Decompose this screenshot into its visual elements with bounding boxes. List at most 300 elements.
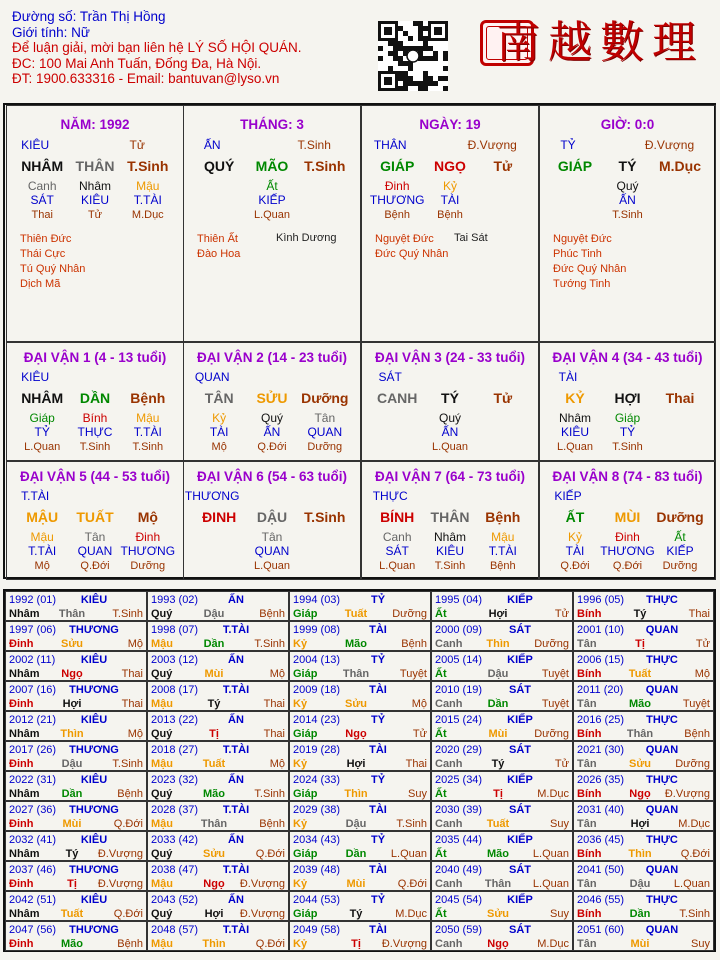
- year-stem: Quý: [151, 908, 173, 920]
- year-stem: Giáp: [293, 728, 318, 740]
- cell-title: ĐẠI VẬN 6 (54 - 63 tuổi): [196, 469, 348, 484]
- dai-van-cell: [361, 461, 539, 580]
- year-cell[interactable]: [147, 681, 289, 711]
- year-label: 2007 (16): [9, 684, 57, 696]
- cell-text: Dưỡng: [301, 390, 349, 406]
- life-stage: Mộ: [269, 758, 285, 770]
- year-label: 1997 (06): [9, 624, 57, 636]
- life-stage: Tử: [695, 638, 710, 650]
- life-stage: Thai: [405, 758, 427, 770]
- year-cell[interactable]: [5, 771, 147, 801]
- cell-text: QUAN: [194, 370, 230, 384]
- year-cell[interactable]: [289, 801, 431, 831]
- year-stem: Mậu: [151, 758, 173, 770]
- year-stem: Nhâm: [9, 788, 40, 800]
- cell-text: Nhâm: [558, 411, 592, 425]
- year-cell[interactable]: [5, 831, 147, 861]
- cell-text: Tử: [87, 209, 103, 221]
- star-list: [197, 232, 240, 262]
- star-item: Đào Hoa: [197, 248, 241, 260]
- year-label: 2044 (53): [293, 894, 341, 906]
- year-cell[interactable]: [431, 921, 573, 951]
- year-branch: Sửu: [486, 908, 510, 920]
- life-stage: Bệnh: [117, 938, 143, 950]
- star-item: Tú Quý Nhân: [20, 263, 86, 275]
- year-label: 2033 (42): [151, 834, 199, 846]
- year-cell[interactable]: [573, 831, 714, 861]
- cell-text: M.Dục: [131, 209, 164, 221]
- year-label: 2039 (48): [293, 864, 341, 876]
- year-cell[interactable]: [431, 891, 573, 921]
- gender: Giới tính: Nữ: [12, 24, 90, 40]
- year-branch: Thân: [484, 878, 512, 890]
- ten-god: TÀI: [369, 804, 387, 816]
- life-stage: Q.Đới: [680, 848, 710, 860]
- star-item: Thiên Đức: [20, 233, 72, 245]
- year-stem: Đinh: [9, 698, 34, 710]
- year-label: 2019 (28): [293, 744, 341, 756]
- cell-text: Ất: [674, 530, 686, 544]
- year-cell[interactable]: [5, 801, 147, 831]
- year-label: 2038 (47): [151, 864, 199, 876]
- year-cell[interactable]: [431, 651, 573, 681]
- address: ĐC: 100 Mai Anh Tuấn, Đống Đa, Hà Nội.: [12, 55, 262, 71]
- star-item: Tướng Tinh: [553, 278, 611, 290]
- year-branch: Thìn: [202, 938, 226, 950]
- year-label: 2014 (23): [293, 714, 341, 726]
- year-cell[interactable]: [573, 711, 714, 741]
- ten-god: T.TÀI: [222, 624, 250, 636]
- cell-text: TỶ: [619, 425, 636, 439]
- year-cell[interactable]: [289, 741, 431, 771]
- year-cell[interactable]: [289, 891, 431, 921]
- cell-text: T.Sinh: [612, 441, 643, 453]
- ten-god: QUAN: [645, 684, 679, 696]
- dai-van-cell: [6, 342, 184, 461]
- cell-text: T.Sinh: [304, 509, 346, 525]
- year-cell[interactable]: [289, 591, 431, 621]
- year-stem: Canh: [435, 758, 463, 770]
- cell-text: Đinh: [615, 530, 640, 544]
- year-branch: Thìn: [628, 848, 652, 860]
- year-cell[interactable]: [573, 801, 714, 831]
- cell-text: TÂN: [204, 390, 234, 406]
- year-label: 1992 (01): [9, 594, 57, 606]
- cell-title: ĐẠI VẬN 8 (74 - 83 tuổi): [552, 469, 703, 484]
- year-cell[interactable]: [431, 771, 573, 801]
- year-cell[interactable]: [5, 711, 147, 741]
- year-cell[interactable]: [431, 861, 573, 891]
- year-cell[interactable]: [5, 621, 147, 651]
- year-branch: Sửu: [202, 848, 226, 860]
- life-stage: Mộ: [411, 698, 427, 710]
- cell-text: Thai: [31, 209, 53, 221]
- life-stage: Thai: [263, 728, 285, 740]
- year-cell[interactable]: [573, 771, 714, 801]
- cell-text: Mậu: [491, 530, 515, 544]
- year-stem: Kỷ: [293, 938, 308, 950]
- year-cell[interactable]: [5, 741, 147, 771]
- cell-text: MÃO: [255, 158, 289, 174]
- year-branch: Ngọ: [345, 728, 367, 740]
- year-label: 2031 (40): [577, 804, 625, 816]
- ten-god: SÁT: [509, 744, 531, 756]
- ten-god: SÁT: [509, 924, 531, 936]
- year-label: 2046 (55): [577, 894, 625, 906]
- year-branch: Hợi: [488, 608, 508, 620]
- year-stem: Nhâm: [9, 848, 40, 860]
- cell-text: Kỷ: [442, 179, 458, 193]
- year-label: 2023 (32): [151, 774, 199, 786]
- life-stage: T.Sinh: [679, 908, 710, 920]
- life-stage: Tử: [554, 608, 569, 620]
- year-cell[interactable]: [573, 741, 714, 771]
- year-cell[interactable]: [147, 711, 289, 741]
- ten-god: QUAN: [645, 804, 679, 816]
- cell-text: TỶ: [34, 425, 50, 439]
- year-stem: Mậu: [151, 638, 173, 650]
- cell-text: TÀI: [558, 370, 578, 384]
- year-stem: Đinh: [9, 638, 34, 650]
- year-cell[interactable]: [289, 711, 431, 741]
- cell-text: Bệnh: [437, 209, 463, 221]
- year-cell[interactable]: [431, 711, 573, 741]
- year-stem: Bính: [577, 908, 602, 920]
- pillar-cell: [183, 105, 361, 342]
- year-cell[interactable]: [289, 771, 431, 801]
- cell-title: GIỜ: 0:0: [600, 117, 655, 132]
- ten-god: SÁT: [509, 804, 531, 816]
- star-list: [375, 232, 448, 262]
- year-label: 2026 (35): [577, 774, 625, 786]
- ten-god: T.TÀI: [222, 924, 250, 936]
- year-branch: Mão: [61, 938, 83, 950]
- star-item: Nguyệt Đức: [375, 233, 434, 245]
- life-stage: Đ.Vượng: [239, 908, 285, 920]
- year-cell[interactable]: [147, 801, 289, 831]
- cell-text: MẬU: [26, 509, 59, 525]
- year-label: 2030 (39): [435, 804, 483, 816]
- cell-text: L.Quan: [556, 441, 594, 453]
- year-branch: Tý: [207, 698, 221, 710]
- year-stem: Nhâm: [9, 668, 40, 680]
- life-stage: Đ.Vượng: [239, 878, 285, 890]
- year-label: 2051 (60): [577, 924, 625, 936]
- year-label: 2042 (51): [9, 894, 57, 906]
- cell-text: Tân: [84, 530, 106, 544]
- ten-god: KIÊU: [80, 834, 108, 846]
- ten-god: TÀI: [369, 864, 387, 876]
- life-stage: Tuyệt: [399, 668, 427, 680]
- year-label: 2005 (14): [435, 654, 483, 666]
- year-cell[interactable]: [147, 861, 289, 891]
- cell-text: TỶ: [560, 138, 576, 152]
- dai-van-cell: [183, 461, 361, 580]
- year-label: 1996 (05): [577, 594, 625, 606]
- year-cell[interactable]: [573, 651, 714, 681]
- cell-text: QUAN: [254, 544, 290, 558]
- year-cell[interactable]: [431, 741, 573, 771]
- ten-god: THỰC: [646, 714, 678, 726]
- year-label: 1995 (04): [435, 594, 483, 606]
- year-stem: Đinh: [9, 818, 34, 830]
- cell-text: Mộ: [34, 560, 50, 572]
- cell-text: Ất: [266, 179, 278, 193]
- year-branch: Hợi: [204, 908, 224, 920]
- year-branch: Ngọ: [61, 668, 83, 680]
- dai-van-cell: [539, 342, 716, 461]
- life-stage: T.Sinh: [112, 758, 143, 770]
- cell-text: SÁT: [30, 193, 54, 207]
- cell-text: QUAN: [307, 425, 343, 439]
- ten-god: KIẾP: [507, 834, 533, 846]
- year-label: 1994 (03): [293, 594, 341, 606]
- cell-text: TÝ: [441, 390, 459, 406]
- dai-van-cell: [361, 342, 539, 461]
- cell-text: Dưỡng: [656, 509, 704, 525]
- cell-text: ẤT: [565, 509, 585, 525]
- year-cell[interactable]: [431, 681, 573, 711]
- life-stage: Suy: [691, 938, 710, 950]
- year-stem: Giáp: [293, 788, 318, 800]
- ten-god: KIÊU: [80, 714, 108, 726]
- year-label: 2008 (17): [151, 684, 199, 696]
- cell-text: DẦN: [79, 390, 111, 406]
- year-cell[interactable]: [289, 921, 431, 951]
- year-cell[interactable]: [5, 651, 147, 681]
- cell-text: Q.Đới: [560, 560, 590, 572]
- year-cell[interactable]: [289, 651, 431, 681]
- year-branch: Dần: [487, 698, 509, 710]
- life-stage: Dưỡng: [534, 728, 569, 740]
- year-cell[interactable]: [573, 621, 714, 651]
- cell-title: NĂM: 1992: [60, 117, 130, 132]
- year-branch: Tuất: [344, 608, 368, 620]
- year-branch: Dậu: [487, 668, 509, 680]
- year-cell[interactable]: [147, 591, 289, 621]
- year-stem: Kỷ: [293, 638, 308, 650]
- year-branch: Tị: [351, 938, 361, 950]
- year-branch: Thìn: [60, 728, 84, 740]
- ten-god: SÁT: [509, 684, 531, 696]
- ten-god: SÁT: [509, 624, 531, 636]
- year-branch: Dậu: [345, 818, 367, 830]
- ten-god: TỶ: [370, 594, 386, 606]
- year-branch: Ngọ: [629, 788, 651, 800]
- life-stage: M.Dục: [537, 938, 569, 950]
- pillars-grid: [3, 103, 716, 579]
- year-branch: Tý: [349, 908, 363, 920]
- year-cell[interactable]: [289, 831, 431, 861]
- cell-text: Đinh: [135, 530, 161, 544]
- year-cell[interactable]: [431, 831, 573, 861]
- yearly-luck-table: [3, 589, 716, 952]
- year-cell[interactable]: [431, 621, 573, 651]
- year-cell[interactable]: [147, 651, 289, 681]
- year-branch: Tị: [67, 878, 77, 890]
- year-cell[interactable]: [5, 681, 147, 711]
- extra-star: Tai Sát: [454, 232, 488, 244]
- year-cell[interactable]: [5, 591, 147, 621]
- life-stage: Tuyệt: [682, 698, 710, 710]
- year-label: 2037 (46): [9, 864, 57, 876]
- year-cell[interactable]: [5, 861, 147, 891]
- year-stem: Tân: [577, 818, 597, 830]
- life-stage: Đ.Vượng: [97, 848, 143, 860]
- cell-text: L.Quan: [24, 441, 61, 453]
- cell-text: Tử: [129, 138, 145, 152]
- cell-text: THÂN: [75, 158, 115, 174]
- cell-text: Đ.Vượng: [644, 138, 695, 152]
- ten-god: THƯƠNG: [69, 864, 119, 876]
- qr-code-icon[interactable]: [378, 21, 448, 91]
- header-info: [12, 9, 372, 87]
- cell-title: ĐẠI VẬN 4 (34 - 43 tuổi): [552, 350, 703, 365]
- year-cell[interactable]: [573, 861, 714, 891]
- year-label: 2036 (45): [577, 834, 625, 846]
- year-branch: Mùi: [62, 818, 82, 830]
- year-branch: Mùi: [488, 728, 508, 740]
- pillar-cell: [361, 105, 539, 342]
- cell-text: KIẾP: [554, 489, 582, 503]
- year-stem: Canh: [435, 938, 463, 950]
- year-label: 2018 (27): [151, 744, 199, 756]
- year-branch: Dần: [629, 908, 651, 920]
- year-branch: Tý: [633, 608, 647, 620]
- cell-text: L.Quan: [253, 560, 291, 572]
- life-stage: L.Quan: [532, 878, 569, 890]
- ten-god: THỰC: [646, 834, 678, 846]
- cell-text: T.Sinh: [612, 209, 643, 221]
- year-label: 2045 (54): [435, 894, 483, 906]
- year-stem: Quý: [151, 848, 173, 860]
- year-stem: Ất: [435, 848, 447, 860]
- cell-text: Dưỡng: [130, 560, 166, 572]
- year-stem: Nhâm: [9, 728, 40, 740]
- year-branch: Hợi: [62, 698, 82, 710]
- year-stem: Tân: [577, 938, 597, 950]
- year-stem: Quý: [151, 668, 173, 680]
- pillar-cell: [6, 105, 184, 342]
- cell-text: T.Sinh: [79, 441, 111, 453]
- phone-email[interactable]: ĐT: 1900.633316 - Email: bantuvan@lyso.vn: [12, 71, 280, 86]
- cell-text: TUẤT: [76, 509, 114, 525]
- year-stem: Mậu: [151, 878, 173, 890]
- cell-title: NGÀY: 19: [419, 117, 481, 132]
- year-label: 2040 (49): [435, 864, 483, 876]
- year-branch: Tý: [491, 758, 505, 770]
- year-label: 2047 (56): [9, 924, 57, 936]
- cell-text: T.TÀI: [28, 544, 57, 558]
- cell-text: KIÊU: [21, 370, 50, 384]
- year-branch: Tị: [635, 638, 645, 650]
- cell-text: NHÂM: [21, 158, 64, 174]
- year-cell[interactable]: [147, 921, 289, 951]
- year-branch: Tuất: [60, 908, 84, 920]
- ten-god: THƯƠNG: [69, 744, 119, 756]
- ten-god: THỰC: [646, 894, 678, 906]
- year-cell[interactable]: [289, 621, 431, 651]
- ten-god: THƯƠNG: [69, 624, 119, 636]
- year-label: 2002 (11): [9, 654, 56, 666]
- year-cell[interactable]: [147, 741, 289, 771]
- cell-text: Mậu: [136, 179, 160, 193]
- year-cell[interactable]: [289, 861, 431, 891]
- year-branch: Mão: [345, 638, 367, 650]
- cell-text: Q.Đới: [257, 441, 287, 453]
- year-stem: Quý: [151, 728, 173, 740]
- life-stage: Đ.Vượng: [664, 788, 710, 800]
- life-stage: Bệnh: [117, 788, 143, 800]
- year-cell[interactable]: [573, 891, 714, 921]
- cell-title: ĐẠI VẬN 7 (64 - 73 tuổi): [374, 469, 526, 484]
- year-stem: Kỷ: [293, 818, 308, 830]
- life-stage: M.Dục: [537, 788, 569, 800]
- extra-star: Kình Dương: [276, 232, 337, 244]
- year-cell[interactable]: [573, 681, 714, 711]
- cell-text: L.Quan: [379, 560, 416, 572]
- year-cell[interactable]: [431, 591, 573, 621]
- year-cell[interactable]: [573, 591, 714, 621]
- ten-god: THƯƠNG: [69, 804, 119, 816]
- life-stage: M.Dục: [678, 818, 710, 830]
- year-label: 2001 (10): [577, 624, 625, 636]
- cell-text: Canh: [27, 179, 57, 193]
- year-cell[interactable]: [147, 831, 289, 861]
- life-stage: Q.Đới: [397, 878, 427, 890]
- year-branch: Tị: [493, 788, 503, 800]
- cell-text: Mậu: [30, 530, 54, 544]
- cell-text: KIÊU: [435, 544, 465, 558]
- year-cell[interactable]: [147, 621, 289, 651]
- life-stage: Mộ: [127, 638, 143, 650]
- year-cell[interactable]: [573, 921, 714, 951]
- year-label: 2021 (30): [577, 744, 625, 756]
- star-item: Thái Cực: [20, 248, 66, 260]
- year-cell[interactable]: [5, 891, 147, 921]
- cell-text: Tử: [493, 390, 513, 406]
- cell-text: QUAN: [77, 544, 113, 558]
- cell-text: MÙI: [614, 509, 641, 525]
- ten-god: KIÊU: [80, 594, 108, 606]
- star-item: Đức Quý Nhân: [553, 263, 627, 275]
- life-stage: Tử: [412, 728, 427, 740]
- year-cell[interactable]: [147, 771, 289, 801]
- year-branch: Thân: [200, 818, 228, 830]
- star-item: Phúc Tinh: [553, 248, 602, 260]
- cell-text: L.Quan: [431, 441, 469, 453]
- year-label: 1998 (07): [151, 624, 199, 636]
- ten-god: ẤN: [228, 834, 244, 846]
- life-stage: Q.Đới: [255, 938, 285, 950]
- year-cell[interactable]: [147, 891, 289, 921]
- dai-van-cell: [183, 342, 361, 461]
- ten-god: TỶ: [370, 894, 386, 906]
- year-cell[interactable]: [431, 801, 573, 831]
- cell-text: T.Sinh: [434, 560, 466, 572]
- year-stem: Nhâm: [9, 908, 40, 920]
- ten-god: TÀI: [369, 924, 387, 936]
- year-label: 2016 (25): [577, 714, 625, 726]
- cell-text: SÁT: [378, 370, 402, 384]
- year-cell[interactable]: [289, 681, 431, 711]
- year-cell[interactable]: [5, 921, 147, 951]
- cell-text: Bệnh: [130, 390, 166, 406]
- cell-text: THỰC: [77, 425, 113, 439]
- year-label: 2029 (38): [293, 804, 341, 816]
- life-stage: Mộ: [127, 728, 143, 740]
- cell-text: BÍNH: [380, 509, 415, 525]
